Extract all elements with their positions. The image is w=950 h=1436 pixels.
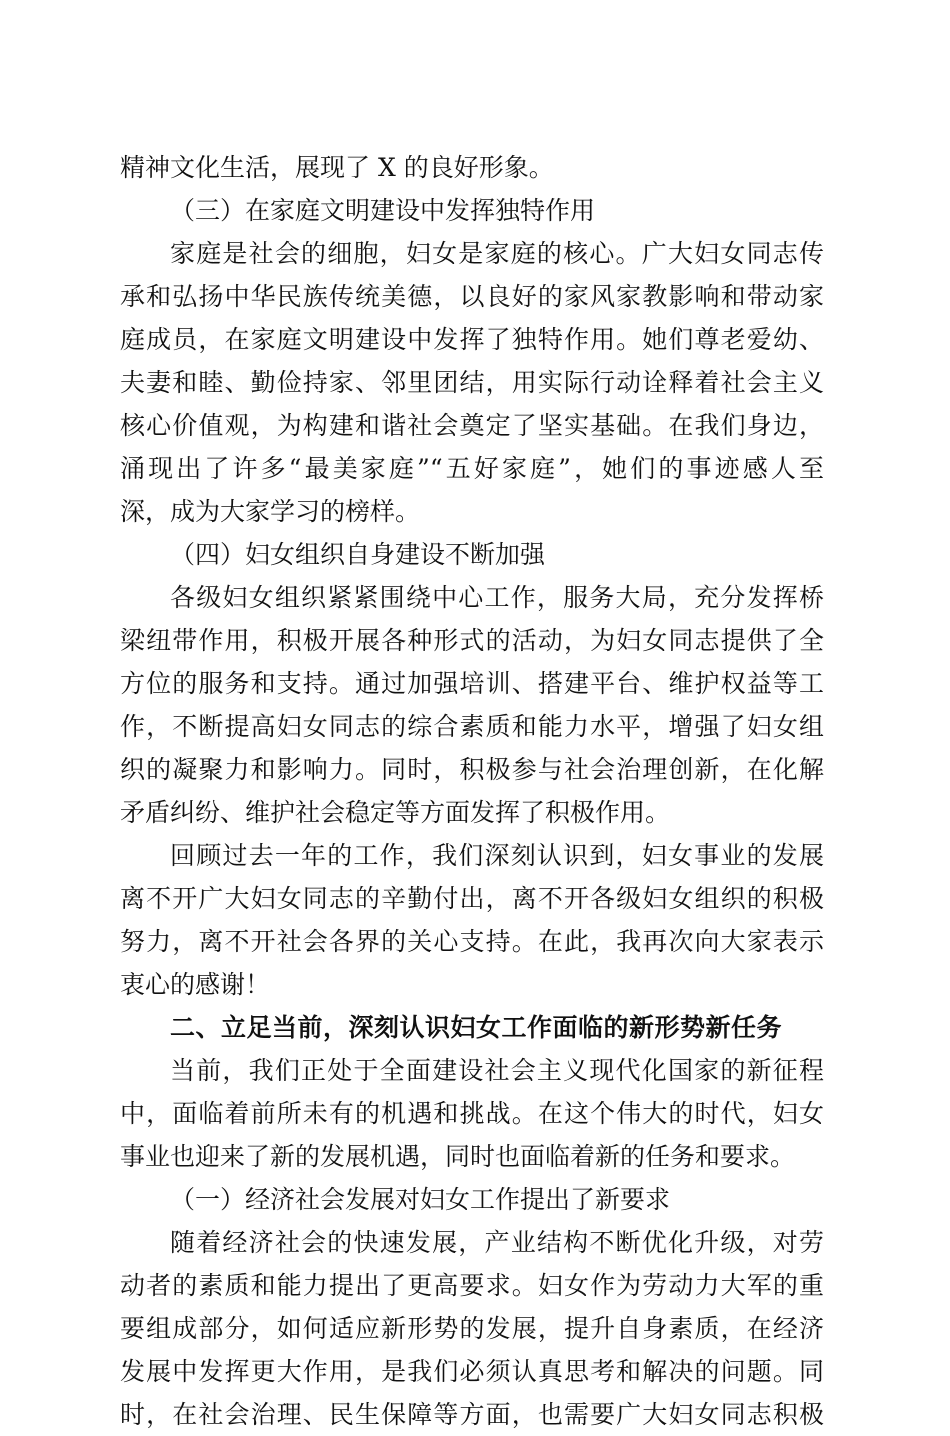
text-line: 承和弘扬中华民族传统美德，以良好的家风家教影响和带动家	[120, 282, 824, 311]
text-line: 努力，离不开社会各界的关心支持。在此，我再次向大家表示	[120, 927, 824, 956]
text-line: 时，在社会治理、民生保障等方面，也需要广大妇女同志积极	[120, 1400, 824, 1429]
paragraph-first-line: 随着经济社会的快速发展，产业结构不断优化升级，对劳	[170, 1228, 824, 1257]
paragraph-first-line: 当前，我们正处于全面建设社会主义现代化国家的新征程	[170, 1056, 824, 1085]
text-line: 发展中发挥更大作用，是我们必须认真思考和解决的问题。同	[120, 1357, 824, 1386]
text-line: 梁纽带作用，积极开展各种形式的活动，为妇女同志提供了全	[120, 626, 824, 655]
text-line: 核心价值观，为构建和谐社会奠定了坚实基础。在我们身边，	[120, 411, 824, 440]
text-line: 中，面临着前所未有的机遇和挑战。在这个伟大的时代，妇女	[120, 1099, 824, 1128]
text-line: 庭成员，在家庭文明建设中发挥了独特作用。她们尊老爱幼、	[120, 325, 824, 354]
subsection-heading: （四）妇女组织自身建设不断加强	[170, 540, 546, 569]
paragraph-first-line: 各级妇女组织紧紧围绕中心工作，服务大局，充分发挥桥	[170, 583, 824, 612]
text-line: 深，成为大家学习的榜样。	[120, 497, 421, 526]
text-line: 动者的素质和能力提出了更高要求。妇女作为劳动力大军的重	[120, 1271, 824, 1300]
subsection-heading: （三）在家庭文明建设中发挥独特作用	[170, 196, 596, 225]
text-line: 涌现出了许多“最美家庭”“五好家庭”，她们的事迹感人至	[120, 454, 824, 483]
text-line: 夫妻和睦、勤俭持家、邻里团结，用实际行动诠释着社会主义	[120, 368, 824, 397]
paragraph-first-line: 家庭是社会的细胞，妇女是家庭的核心。广大妇女同志传	[170, 239, 824, 268]
paragraph-first-line: 回顾过去一年的工作，我们深刻认识到，妇女事业的发展	[170, 841, 824, 870]
subsection-heading: （一）经济社会发展对妇女工作提出了新要求	[170, 1185, 671, 1214]
text-line: 织的凝聚力和影响力。同时，积极参与社会治理创新，在化解	[120, 755, 824, 784]
text-line: 精神文化生活，展现了 X 的良好形象。	[120, 153, 554, 182]
text-line: 作，不断提高妇女同志的综合素质和能力水平，增强了妇女组	[120, 712, 824, 741]
text-line: 矛盾纠纷、维护社会稳定等方面发挥了积极作用。	[120, 798, 671, 827]
section-heading: 二、立足当前，深刻认识妇女工作面临的新形势新任务	[170, 1013, 783, 1042]
text-line: 离不开广大妇女同志的辛勤付出，离不开各级妇女组织的积极	[120, 884, 824, 913]
text-line: 事业也迎来了新的发展机遇，同时也面临着新的任务和要求。	[120, 1142, 796, 1171]
text-line: 要组成部分，如何适应新形势的发展，提升自身素质，在经济	[120, 1314, 824, 1343]
text-line: 衷心的感谢！	[120, 970, 271, 999]
text-line: 方位的服务和支持。通过加强培训、搭建平台、维护权益等工	[120, 669, 824, 698]
document-body	[120, 146, 824, 1436]
